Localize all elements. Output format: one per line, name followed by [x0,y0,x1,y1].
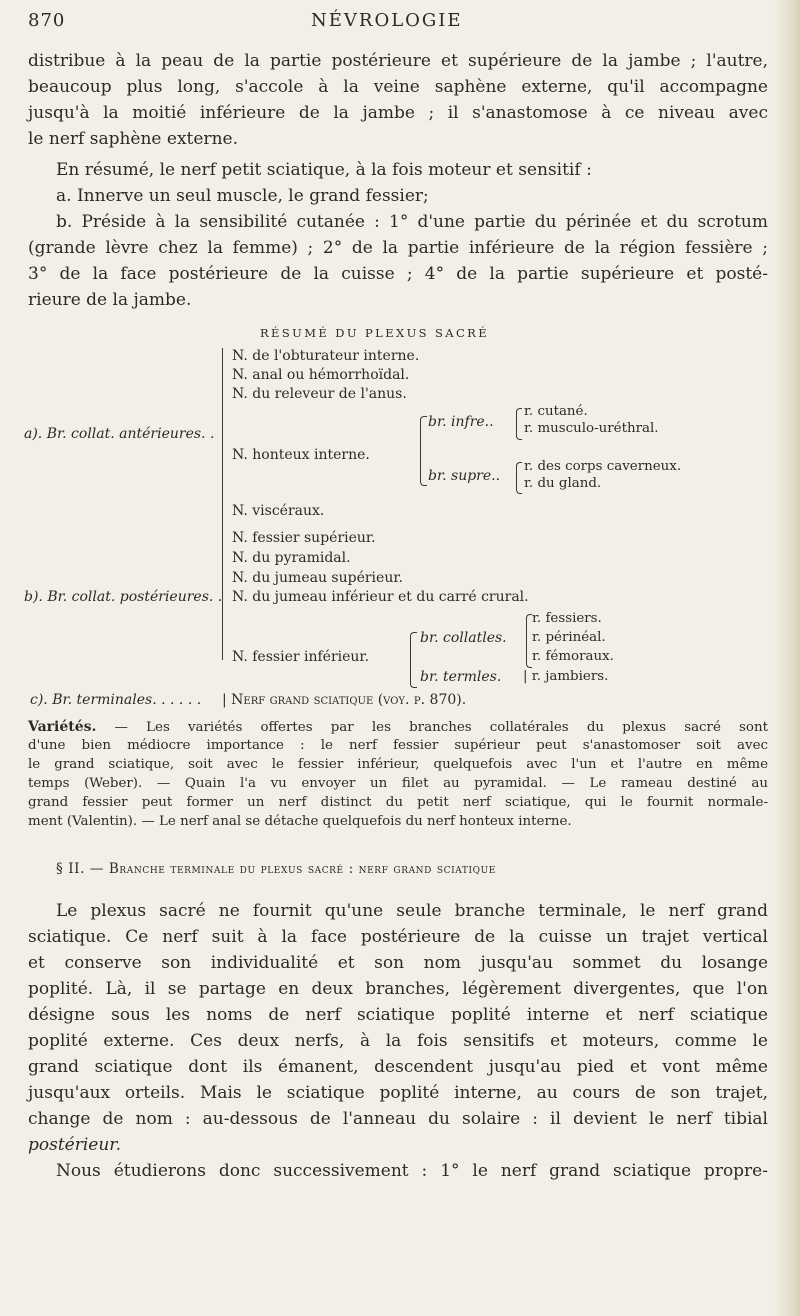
fessier-br-collat: br. collatles. [420,630,507,646]
text-line: désigne sous les noms de nerf sciatique poplité interne et nerf sciatique [28,1005,768,1025]
text-line: 3° de la face postérieure de la cuisse ; 4° de la partie supérieure et posté- [28,264,768,284]
a-item-releveur: N. du releveur de l'anus. [232,386,407,402]
group-c-label-text: c). Br. terminales. . . . . . [30,692,202,708]
text-line: postérieur. [28,1135,121,1155]
b-item-fessier-inf: N. fessier inférieur. [232,649,370,665]
text-line: sciatique. Ce nerf suit à la face postérieure de la cuisse un trajet vertical [28,927,768,947]
group-b-brace-top [222,530,223,608]
honteux-br-sup: br. supre.. [428,468,501,484]
branch-fessiers: r. fessiers. [532,611,602,626]
honteux-br-inf: br. infre.. [428,414,494,430]
inf-bracket [516,408,522,440]
a-item-anal: N. anal ou hémorrhoïdal. [232,367,410,383]
text-line: grand fessier peut former un nerf distinct du petit nerf sciatique, qui le fournit normale- [28,795,768,810]
running-title: NÉVROLOGIE [311,10,463,31]
a-item-obturateur: N. de l'obturateur interne. [232,348,420,364]
text-line: d'une bien médiocre importance : le nerf fessier supérieur peut s'anastomoser soit avec [28,738,768,753]
a-item-visceraux: N. viscéraux. [232,503,325,519]
text-line: poplité externe. Ces deux nerfs, à la fois sensitifs et moteurs, comme le [28,1031,768,1051]
text-line: Le plexus sacré ne fournit qu'une seule branche terminale, le nerf grand [56,901,768,921]
text-line: Nous étudierons donc successivement : 1° le nerf grand sciatique propre- [56,1161,768,1181]
section-heading: § II. — Branche terminale du plexus sacré : nerf grand sciatique [56,861,496,877]
fessier-br-term: br. termles. [420,669,502,685]
page-edge-shading [774,0,800,1316]
b-item-jumeau-inf: N. du jumeau inférieur et du carré crural. [232,589,529,605]
text-line: rieure de la jambe. [28,290,192,310]
text-line: le grand sciatique, soit avec le fessier inférieur, quelquefois avec l'un et l'autre en même [28,757,768,772]
text-line: ment (Valentin). — Le nerf anal se détache quelquefois du nerf honteux interne. [28,814,572,829]
varietes-line-0: — Les variétés offertes par les branches collatérales du plexus sacré sont [96,720,768,735]
text-line: beaucoup plus long, s'accole à la veine saphène externe, qu'il accompagne [28,77,768,97]
a-item-honteux: N. honteux interne. [232,447,370,463]
text-line: poplité. Là, il se partage en deux branches, légèrement divergentes, que l'on [28,979,768,999]
group-a-label: a). Br. collat. antérieures. . [24,426,215,442]
text-line: En résumé, le nerf petit sciatique, à la fois moteur et sensitif : [56,160,592,180]
branch-jambiers: | r. jambiers. [523,669,609,684]
varietes-heading: Variétés. [28,719,97,735]
text-line: b. Préside à la sensibilité cutanée : 1° d'une partie du périnée et du scrotum [56,212,768,232]
group-c-value: | Nerf grand sciatique (voy. p. 870). [222,692,467,708]
branch-musculo-urethral: r. musculo-uréthral. [524,421,659,436]
branch-femoraux: r. fémoraux. [532,649,614,664]
sup-bracket [516,462,522,494]
honteux-bracket [420,416,427,486]
group-b-label: b). Br. collat. postérieures. . [24,589,223,605]
text-line: jusqu'aux orteils. Mais le sciatique poplité interne, au cours de son trajet, [28,1083,768,1103]
text-line: jusqu'à la moitié inférieure de la jambe ; il s'anastomose à ce niveau avec [28,103,768,123]
text-line: distribue à la peau de la partie postérieure et supérieure de la jambe ; l'autre, [28,51,768,71]
text-line: le nerf saphène externe. [28,129,238,149]
text-line: grand sciatique dont ils émanent, descendent jusqu'au pied et vont même [28,1057,768,1077]
text-line: (grande lèvre chez la femme) ; 2° de la partie inférieure de la région fessière ; [28,238,768,258]
text-line: change de nom : au-dessous de l'anneau du solaire : il devient le nerf tibial [28,1109,768,1129]
b-item-jumeau-sup: N. du jumeau supérieur. [232,570,403,586]
branch-corps-caverneux: r. des corps caverneux. [524,459,682,474]
group-c-label [30,692,201,708]
text-line: a. Innerve un seul muscle, le grand fessier; [56,186,429,206]
group-b-brace-bottom [222,606,223,660]
text-line: et conserve son individualité et son nom jusqu'au sommet du losange [28,953,768,973]
branch-perineal: r. périnéal. [532,630,606,645]
summary-title: RÉSUMÉ DU PLEXUS SACRÉ [260,326,490,340]
branch-cutane: r. cutané. [524,404,588,419]
text-line: temps (Weber). — Quain l'a vu envoyer un filet au pyramidal. — Le rameau destiné au [28,776,768,791]
group-a-brace-top [222,348,223,444]
b-item-pyramidal: N. du pyramidal. [232,550,351,566]
b-item-fessier-sup: N. fessier supérieur. [232,530,376,546]
branch-gland: r. du gland. [524,476,602,491]
fessier-bracket [410,632,417,688]
text-line [28,719,768,735]
group-a-brace-bottom [222,442,223,542]
page-number: 870 [28,10,66,31]
